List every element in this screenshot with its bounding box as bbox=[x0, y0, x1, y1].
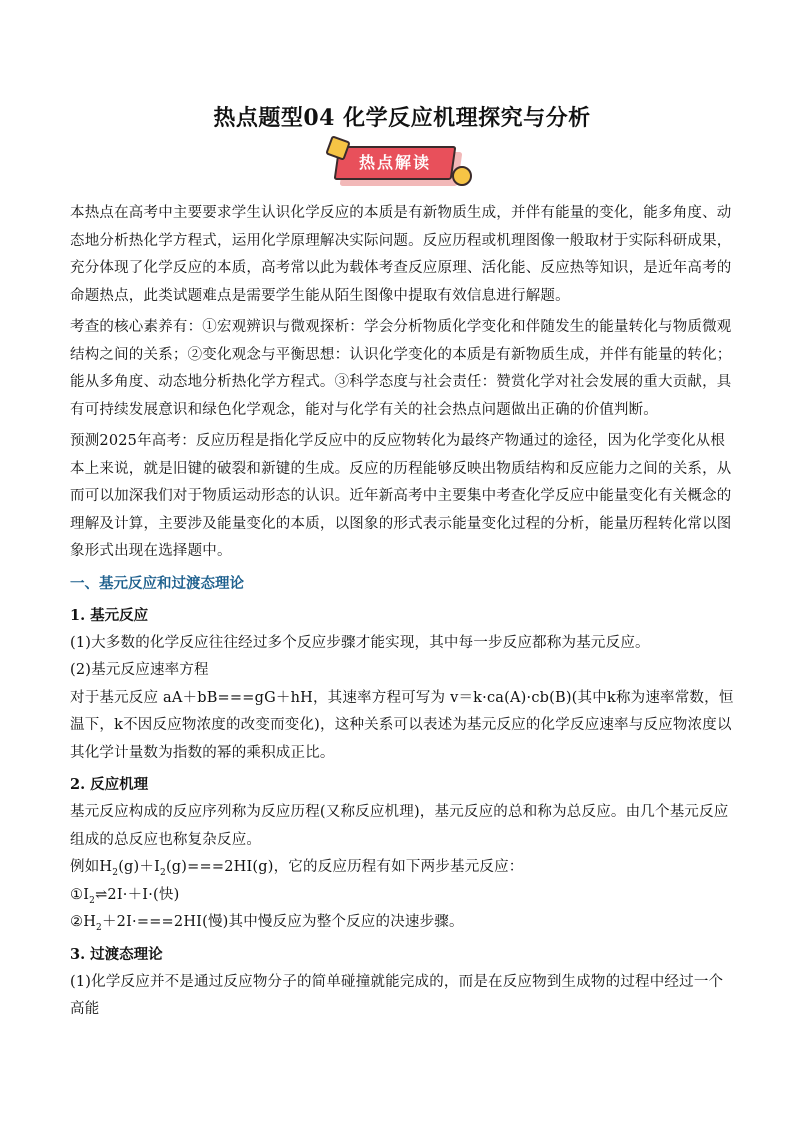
document-page bbox=[70, 98, 734, 1024]
paragraph-mechanism: 基元反应构成的反应序列称为反应历程(又称反应机理)，基元反应的总和称为总反应。由几个基元反应组成的总反应也称复杂反应。 bbox=[70, 804, 729, 848]
subheading-mechanism: 2. 反应机理 bbox=[70, 776, 149, 793]
hot-topic-badge bbox=[332, 142, 472, 192]
section-heading: 一、基元反应和过渡态理论 bbox=[70, 574, 244, 592]
paragraph-transition-state: (1)化学反应并不是通过反应物分子的简单碰撞就能完成的，而是在反应物到生成物的过程中经过一个高能 bbox=[70, 973, 724, 1017]
intro-paragraph-1: 本热点在高考中主要要求学生认识化学反应的本质是有新物质生成，并伴有能量的变化，能多角度、动态地分析热化学方程式，运用化学原理解决实际问题。反应历程或机理图像一般取材于实际科研成果，充分体现了化学反应的本质，高考常以此为载体考查反应原理、活化能、反应热等知识，是近年高考的命题热点，此类试题难点是需要学生能从陌生图像中提取有效信息进行解题。 bbox=[70, 205, 732, 304]
badge-coin-icon bbox=[452, 166, 472, 186]
paragraph-example: 例如$H_2(g)+I_2(g)===2HI(g)$，它的反应历程有如下两步基元反应： bbox=[70, 859, 524, 878]
paragraph-step-1: $①I_2\rightleftharpoons 2I\cdot+I\cdot$(快) bbox=[70, 886, 180, 906]
subheading-elementary-reaction: 1. 基元反应 bbox=[70, 606, 149, 624]
badge-label: 热点解读 bbox=[358, 153, 431, 172]
intro-paragraph-2: 考查的核心素养有：①宏观辨识与微观探析：学会分析物质化学变化和伴随发生的能量转化与物质微观结构之间的关系；②变化观念与平衡思想：认识化学变化的本质是有新物质生成，并伴有能量的转化；能从多角度、动态地分析热化学方程式。③科学态度与社会责任：赞赏化学对社会发展的重大贡献，具有可持续发展意识和绿色化学观念，能对与化学有关的社会热点问题做出正确的价值判断。 bbox=[70, 319, 732, 418]
intro-paragraph-3: 预测2025年高考：反应历程是指化学反应中的反应物转化为最终产物通过的途径，因为化学变化从根本上来说，就是旧键的破裂和新键的生成。反应的历程能够反映出物质结构和反应能力之间的关系，从而可以加深我们对于物质运动形态的认识。近年新高考中主要集中考查化学反应中能量变化有关概念的理解及计算，主要涉及能量变化的本质，以图象的形式表示能量变化过程的分析，能量历程转化常以图象形式出现在选择题中。 bbox=[70, 433, 732, 559]
page-title: 热点题型04 化学反应机理探究与分析 bbox=[213, 105, 591, 131]
subheading-transition-state: 3. 过渡态理论 bbox=[70, 945, 163, 963]
paragraph-rate-equation: 对于基元反应 aA＋bB===gG＋hH，其速率方程可写为 v＝k·ca(A)·cb(B)(其中k称为速率常数，恒温下，k不因反应物浓度的改变而变化)，这种关系可以表述为基元反应的化学反应速率与反应物浓度以其化学计量数为指数的幂的乘积成正比。 bbox=[70, 689, 734, 761]
paragraph-step-2: $②H_2+2I\cdot===2HI$(慢)其中慢反应为整个反应的决速步骤。 bbox=[70, 914, 464, 933]
paragraph-elementary-2: (2)基元反应速率方程 bbox=[70, 662, 209, 678]
paragraph-elementary-1: (1)大多数的化学反应往往经过多个反应步骤才能实现，其中每一步反应都称为基元反应。 bbox=[70, 634, 650, 651]
